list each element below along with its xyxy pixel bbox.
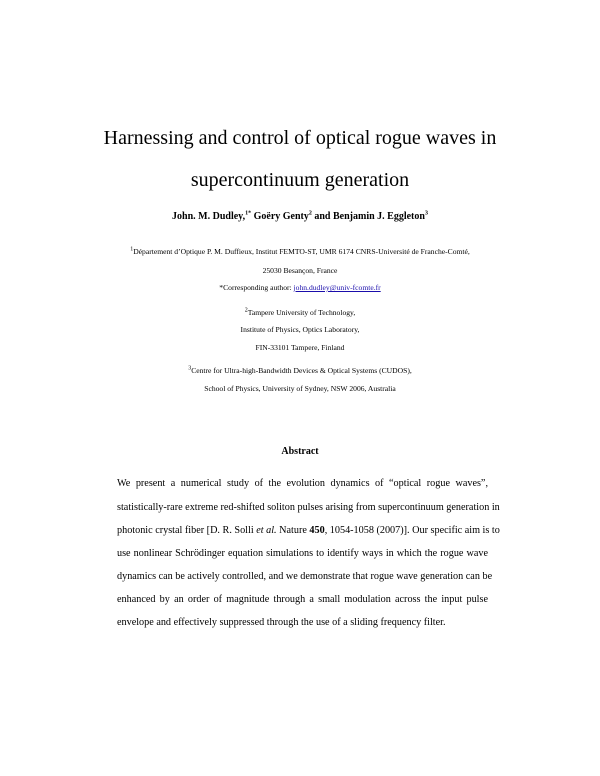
affiliation-2-text: Tampere University of Technology, [247, 308, 356, 317]
affiliation-3-text: Centre for Ultra-high-Bandwidth Devices & Optical Systems (CUDOS), [191, 366, 412, 375]
affiliation-3-mark: 3 [188, 365, 192, 372]
abstract-line-3-part-c: , 1054-1058 (2007)]. Our specific aim is to [324, 525, 500, 536]
abstract-volume: 450 [309, 525, 325, 536]
affiliation-1-line-1 [0, 247, 600, 257]
affiliation-3-line-1 [0, 366, 600, 376]
author-dudley: John. M. Dudley, [172, 211, 246, 222]
corresponding-author-email-link[interactable]: john.dudley@univ-fcomte.fr [293, 283, 381, 292]
author-list [0, 210, 600, 224]
affiliation-2-line-1 [0, 308, 600, 318]
abstract-line-1: We present a numerical study of the evolution dynamics of “optical rogue waves”, [117, 478, 488, 489]
affiliation-2-mark: 2 [244, 307, 248, 314]
abstract-heading: Abstract [281, 446, 319, 457]
author-conjunction: and [314, 211, 331, 222]
author-eggleton-affiliation-mark: 3 [424, 210, 428, 217]
corresponding-author-label: *Corresponding author: [219, 283, 292, 292]
abstract-journal: Nature [279, 525, 307, 536]
paper-title-line-2: supercontinuum generation [190, 169, 410, 191]
affiliation-1-mark: 1 [130, 246, 134, 253]
author-dudley-affiliation-mark: 1* [245, 210, 252, 217]
abstract-line-2: statistically-rare extreme red-shifted soliton pulses arising from supercontinuum generation in [117, 502, 500, 513]
affiliation-1-text: Département d’Optique P. M. Duffieux, Institut FEMTO-ST, UMR 6174 CNRS-Université de Franche-Comté, [133, 247, 470, 256]
author-genty: Goëry Genty [253, 211, 309, 222]
corresponding-author [0, 283, 600, 293]
abstract-line-4: use nonlinear Schrödinger equation simulations to identify ways in which the rogue wave [117, 548, 488, 559]
abstract-line-3 [117, 525, 500, 537]
affiliation-3-line-2: School of Physics, University of Sydney, NSW 2006, Australia [204, 384, 396, 393]
abstract-line-5: dynamics can be actively controlled, and we demonstrate that rogue wave generation can be [117, 571, 493, 582]
affiliation-2-line-3: FIN-33101 Tampere, Finland [255, 343, 345, 352]
abstract-line-3-part-a: photonic crystal fiber [D. R. Solli [117, 525, 254, 536]
affiliation-1-line-2: 25030 Besançon, France [262, 266, 338, 275]
abstract-line-6: enhanced by an order of magnitude through a small modulation across the input pulse [117, 594, 488, 605]
author-genty-affiliation-mark: 2 [308, 210, 312, 217]
paper-title-line-1: Harnessing and control of optical rogue waves in [103, 127, 497, 149]
author-eggleton: Benjamin J. Eggleton [333, 211, 425, 222]
abstract-line-7: envelope and effectively suppressed through the use of a sliding frequency filter. [117, 617, 446, 628]
abstract-et-al: et al. [256, 525, 277, 536]
affiliation-2-line-2: Institute of Physics, Optics Laboratory, [240, 325, 360, 334]
